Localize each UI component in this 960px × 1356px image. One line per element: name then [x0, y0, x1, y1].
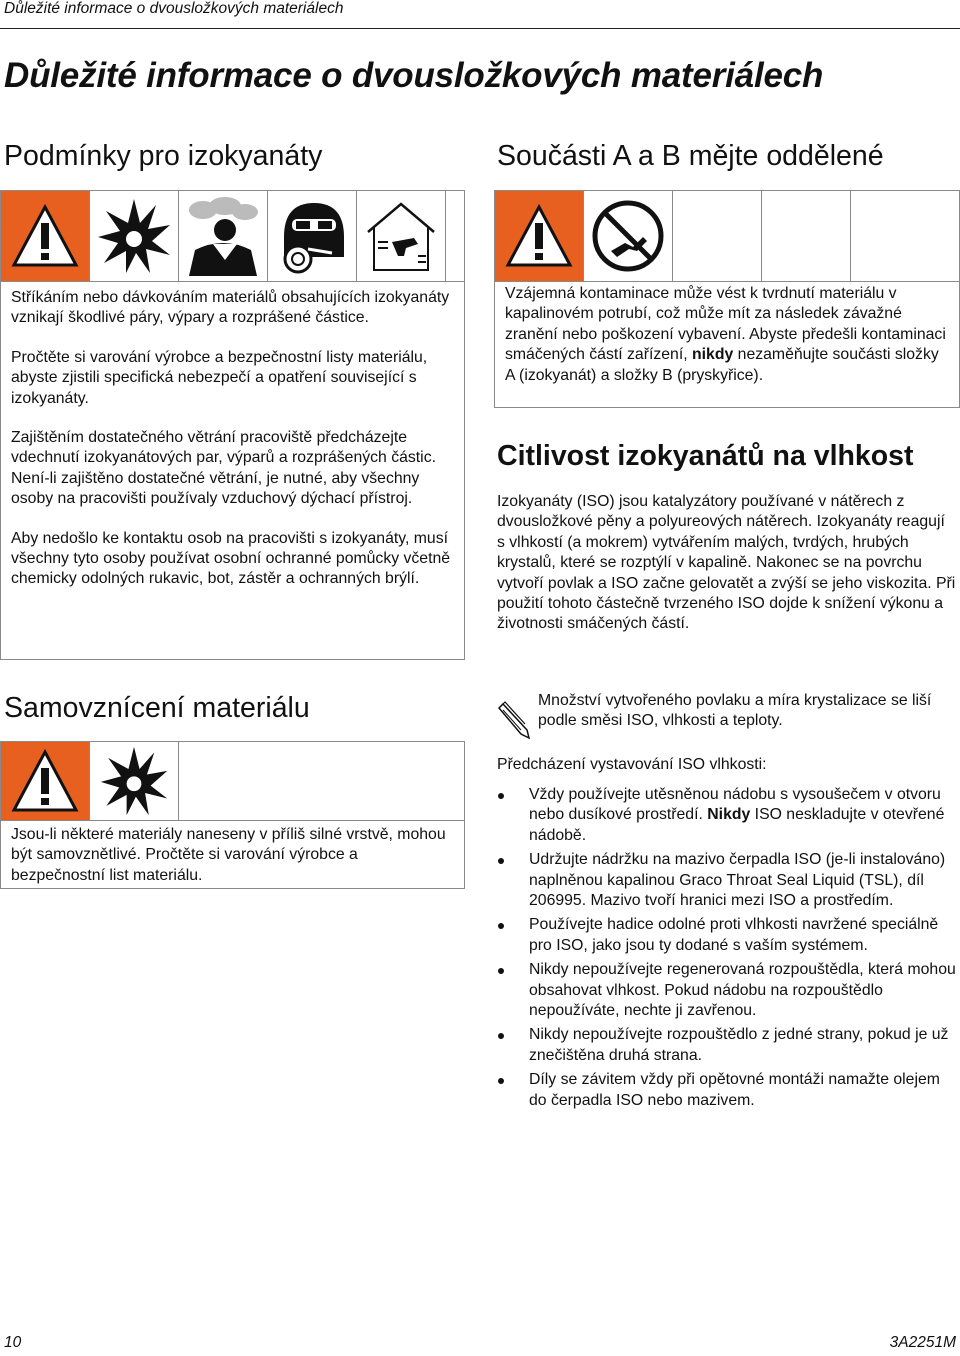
list-item-text: Nikdy nepoužívejte rozpouštědlo z jedné strany, pokud je už znečištěna druhá strana. [529, 1026, 949, 1064]
separate-ab-heading: Součásti A a B mějte oddělené [497, 140, 884, 172]
empty-icon-cell [762, 191, 851, 281]
isocyanate-warning-box [0, 190, 465, 660]
list-item [495, 1025, 957, 1066]
isocyanate-paragraph: Aby nedošlo ke kontaktu osob na pracovišti s izokyanáty, musí všechny tyto osoby používat osobní ochranné pomůcky včetně chemicky odolných rukavic, bot, zástěr a ochranných brýlí. [11, 529, 451, 588]
list-item-text: Díly se závitem vždy při opětovné montáži namažte olejem do čerpadla ISO nebo mazivem. [529, 1071, 940, 1109]
isocyanate-icon-row [1, 191, 464, 282]
list-item [495, 1070, 957, 1111]
separate-ab-warning-box [494, 190, 960, 408]
header-rule [0, 28, 960, 29]
warning-triangle-icon [1, 742, 90, 820]
empty-icon-cell [851, 191, 940, 281]
self-ignition-warning-box [0, 741, 465, 889]
separate-ab-emphasis: nikdy [692, 346, 734, 364]
self-ignition-icon-row [1, 742, 464, 821]
moisture-note: Množství vytvořeného povlaku a míra krystalizace se liší podle směsi ISO, vlhkosti a teploty. [538, 692, 932, 730]
respirator-icon [268, 191, 357, 281]
warning-triangle-icon [1, 191, 90, 281]
warning-triangle-icon [495, 191, 584, 281]
separate-ab-text-part: Vzájemná kontaminace může vést k tvrdnutí materiálu v kapalinovém potrubí, což může mít za následek závažné zranění nebo poškození vybavení. Abyste předešli kontaminaci smáčených částí zařízení, [505, 285, 946, 364]
separate-ab-text [495, 282, 959, 386]
toxic-fumes-icon [179, 191, 268, 281]
explosion-icon [90, 191, 179, 281]
page-number: 10 [4, 1334, 22, 1351]
isocyanate-paragraph: Pročtěte si varování výrobce a bezpečnostní listy materiálu, abyste zjistili specifická nebezpečí a opatření související s izokyanáty. [11, 348, 428, 407]
no-spray-gun-icon [584, 191, 673, 281]
empty-icon-cell [673, 191, 762, 281]
list-item-text: Nikdy nepoužívejte regenerovaná rozpouštědla, která mohou obsahovat vlhkost. Pokud nádobu na rozpouštědlo nepoužíváte, nechte ji zavřenou. [529, 961, 956, 1020]
ventilation-house-icon [357, 191, 446, 281]
self-ignition-text: Jsou-li některé materiály naneseny v příliš silné vrstvě, mohou být samovznětlivé. Pročtěte si varování výrobce a bezpečnostní list materiálu. [11, 826, 446, 884]
list-item-text: Vždy používejte utěsněnou nádobu s vysoušečem v otvoru nebo dusíkové prostředí. [529, 786, 941, 824]
page-title: Důležité informace o dvousložkových materiálech [4, 56, 824, 95]
separate-ab-icon-row [495, 191, 959, 282]
list-item [495, 785, 957, 846]
bullet-icon [498, 923, 504, 929]
list-item-text: Používejte hadice odolné proti vlhkosti navržené speciálně pro ISO, jako jsou ty dodané s vaším systémem. [529, 916, 939, 954]
self-ignition-heading: Samovznícení materiálu [4, 692, 310, 724]
bullet-icon [498, 968, 504, 974]
isocyanate-paragraph: Zajištěním dostatečného větrání pracoviště předcházejte vdechnutí izokyanátových par, výparů a rozprášených částic. Není-li zajištěno dostatečné větrání, je nutné, aby všechny osoby na pracovišti používaly vzduchový dýchací přístroj. [11, 429, 436, 508]
list-item-text: Udržujte nádržku na mazivo čerpadla ISO (je-li instalováno) naplněnou kapalinou Graco Throat Seal Liquid (TSL), díl 206995. Mazivo tvoří hranici mezi ISO a prostředím. [529, 851, 946, 910]
bullet-icon [498, 793, 504, 799]
isocyanate-text [1, 282, 464, 590]
bullet-icon [498, 858, 504, 864]
separate-ab-text-part: nezaměňujte součásti složky A (izokyanát) a složky B (pryskyřice). [505, 346, 939, 384]
list-item-text: ISO neskladujte v otevřené nádobě. [529, 806, 945, 844]
prevention-list [495, 785, 957, 1115]
running-header: Důležité informace o dvousložkových materiálech [4, 0, 344, 17]
document-code: 3A2251M [889, 1334, 956, 1351]
pencil-note-icon [497, 700, 533, 740]
list-item [495, 915, 957, 956]
list-item [495, 850, 957, 911]
moisture-heading: Citlivost izokyanátů na vlhkost [497, 440, 914, 472]
list-item-emphasis: Nikdy [707, 806, 751, 824]
isocyanate-paragraph: Stříkáním nebo dávkováním materiálů obsahujících izokyanáty vznikají škodlivé páry, výpary a rozprášené částice. [11, 289, 450, 327]
explosion-icon [90, 742, 179, 820]
bullet-icon [498, 1078, 504, 1084]
bullet-icon [498, 1033, 504, 1039]
isocyanate-heading: Podmínky pro izokyanáty [4, 140, 323, 172]
list-item [495, 960, 957, 1021]
moisture-paragraph: Izokyanáty (ISO) jsou katalyzátory používané v nátěrech z dvousložkové pěny a polyureových nátěrech. Izokyanáty reagují s vlhkostí (a mokrem) vytvářením malých, tvrdých, hrubých krystalů, které se rozptýlí v kapalině. Nakonec se na povrchu vytvoří povlak a ISO začne gelovatět a zvýší se jeho viskozita. Při použití tohoto částečně tvrzeného ISO dojde k snížení výkonu a životnosti smáčených částí. [497, 493, 956, 633]
prevent-label: Předcházení vystavování ISO vlhkosti: [497, 756, 767, 773]
